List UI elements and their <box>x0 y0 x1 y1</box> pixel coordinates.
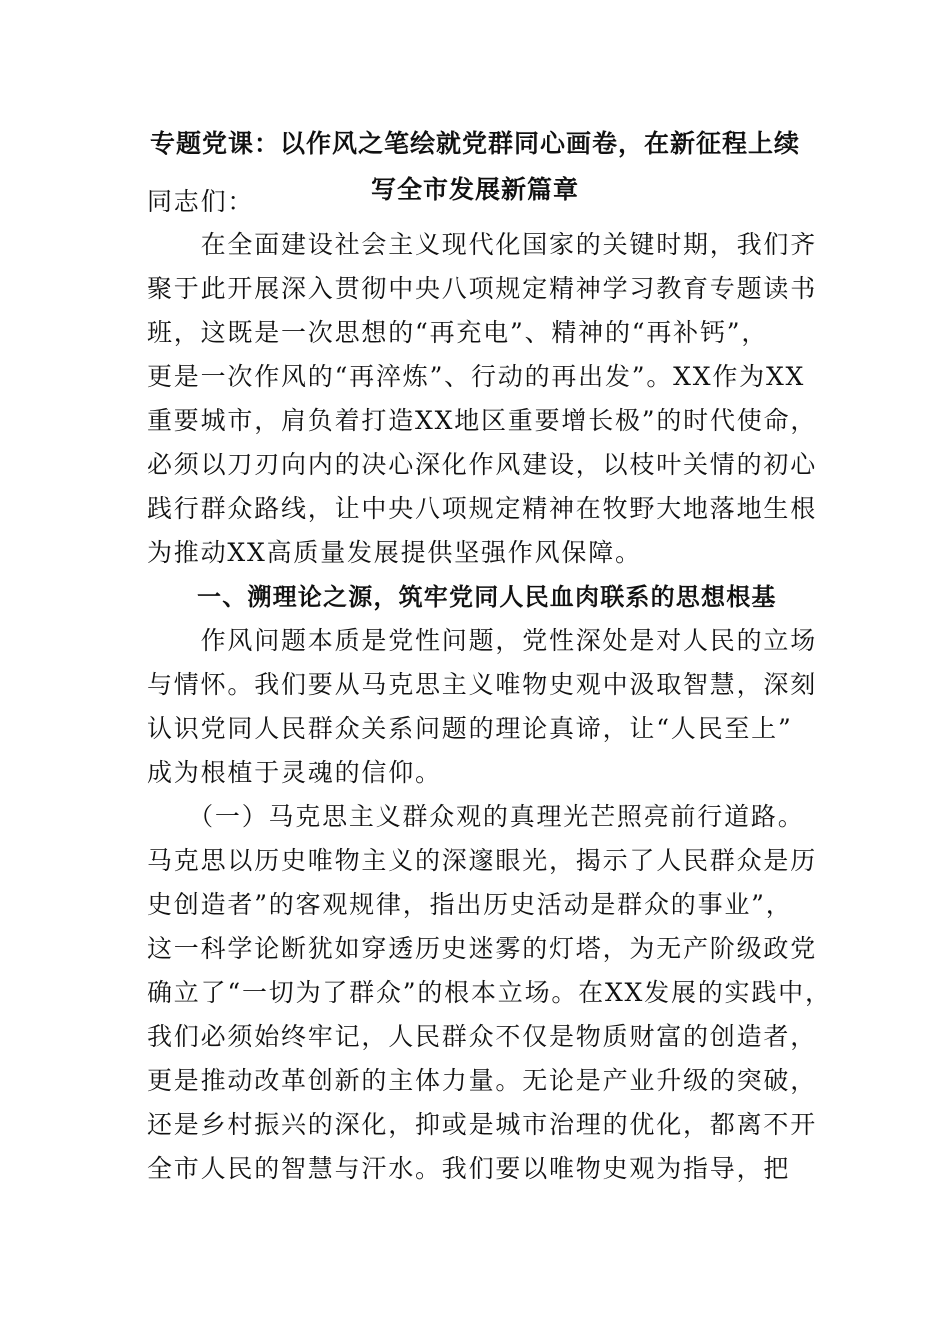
document-title-line-2: 写全市发展新篇章 <box>370 175 579 204</box>
paragraph-line: 聚于此开展深入贯彻中央八项规定精神学习教育专题读书 <box>147 274 818 303</box>
document-title-line-1: 专题党课：以作风之笔绘就党群同心画卷，在新征程上续 <box>149 129 800 158</box>
paragraph-line: 马克思以历史唯物主义的深邃眼光，揭示了人民群众是历 <box>147 846 818 875</box>
paragraph-line: （一）马克思主义群众观的真理光芒照亮前行道路。 <box>147 802 805 831</box>
paragraph-line: 确立了“一切为了群众”的根本立场。在XX发展的实践中， <box>147 978 832 1007</box>
paragraph-line: 作风问题本质是党性问题，党性深处是对人民的立场 <box>147 626 818 655</box>
paragraph-line: 在全面建设社会主义现代化国家的关键时期，我们齐 <box>147 230 818 259</box>
paragraph-line: 我们必须始终牢记，人民群众不仅是物质财富的创造者， <box>147 1022 818 1051</box>
salutation: 同志们： <box>147 187 255 216</box>
paragraph-line: 全市人民的智慧与汗水。我们要以唯物史观为指导，把 <box>147 1154 791 1183</box>
paragraph-line: 认识党同人民群众关系问题的理论真谛，让“人民至上” <box>147 714 793 743</box>
paragraph-line: 与情怀。我们要从马克思主义唯物史观中汲取智慧，深刻 <box>147 670 818 699</box>
paragraph-line: 还是乡村振兴的深化，抑或是城市治理的优化，都离不开 <box>147 1110 818 1139</box>
paragraph-line: 为推动XX高质量发展提供坚强作风保障。 <box>147 538 642 567</box>
paragraph-line: 成为根植于灵魂的信仰。 <box>147 758 442 787</box>
paragraph-line: 践行群众路线，让中央八项规定精神在牧野大地落地生根 <box>147 494 818 523</box>
paragraph-line: 史创造者”的客观规律，指出历史活动是群众的事业”， <box>147 890 793 919</box>
paragraph-line: 重要城市，肩负着打造XX地区重要增长极”的时代使命， <box>147 406 818 435</box>
section-heading: 一、溯理论之源，筑牢党同人民血肉联系的思想根基 <box>197 583 777 611</box>
paragraph-line: 更是一次作风的“再淬炼”、行动的再出发”。XX作为XX <box>147 362 806 391</box>
paragraph-line: 这一科学论断犹如穿透历史迷雾的灯塔，为无产阶级政党 <box>147 934 818 963</box>
paragraph-line: 更是推动改革创新的主体力量。无论是产业升级的突破， <box>147 1066 818 1095</box>
paragraph-line: 班，这既是一次思想的“再充电”、精神的“再补钙”， <box>147 318 769 347</box>
paragraph-line: 必须以刀刃向内的决心深化作风建设，以枝叶关情的初心 <box>147 450 818 479</box>
